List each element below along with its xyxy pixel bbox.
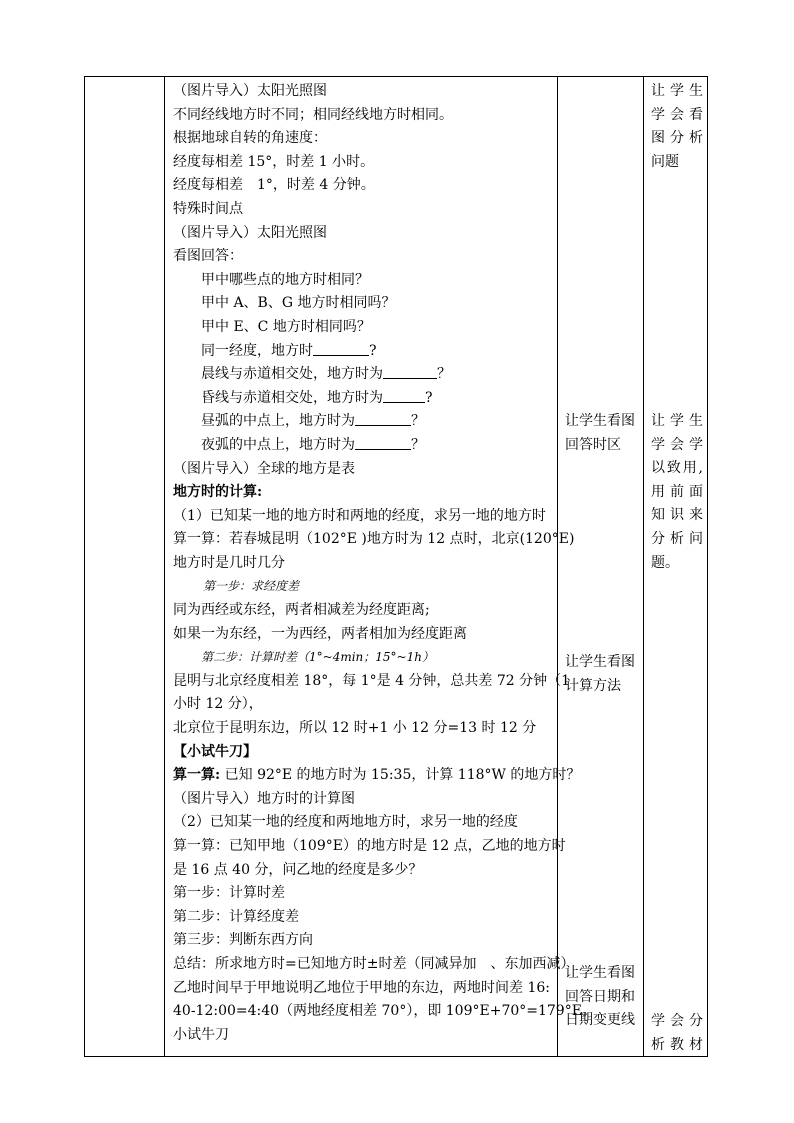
- column-divider: [164, 77, 165, 1056]
- text-line: 第三步：判断东西方向: [173, 932, 313, 949]
- lesson-table: [84, 76, 708, 1057]
- fill-question: 昏线与赤道相交处，地方时为 ?: [201, 389, 433, 406]
- intent-text: 知识来: [651, 507, 703, 524]
- column-divider: [643, 77, 644, 1056]
- text-line: 算一算：已知甲地（109°E）的地方时是 12 点，乙地的地方时: [173, 838, 566, 854]
- text-line: 40-12:00=4:40（两地经度相差 70°），即 109°E+70°=179°E。: [173, 1003, 596, 1020]
- text-line: （图片导入）地方时的计算图: [173, 790, 355, 807]
- fill-question: 夜弧的中点上，地方时为 ？: [201, 436, 425, 453]
- text-line: （2）已知某一地的经度和两地地方时，求另一地的经度: [173, 814, 518, 831]
- intent-text: 问题: [651, 153, 679, 170]
- intent-text: 学会分: [651, 1013, 703, 1029]
- design-intent: [651, 410, 703, 575]
- design-intent: [651, 1010, 703, 1057]
- activity-text: 日期变更线: [565, 1012, 635, 1029]
- text-line: 昆明与北京经度相差 18°，每 1°是 4 分钟，总共差 72 分钟（1: [173, 672, 571, 689]
- design-intent: [651, 80, 703, 174]
- text-line: 第二步：计算经度差: [173, 908, 299, 925]
- text-line: 看图回答：: [173, 248, 243, 265]
- text-line: 特殊时间点: [173, 200, 243, 217]
- step-label: 第一步：求经度差: [203, 579, 300, 594]
- fill-question: 同一经度，地方时 ?: [201, 342, 377, 359]
- intent-text: 让学生: [651, 83, 703, 99]
- section-heading: 地方时的计算:: [173, 484, 263, 501]
- question: 甲中哪些点的地方时相同？: [201, 271, 369, 288]
- text-line: 算一算: 已知 92°E 的地方时为 15:35，计算 118°W 的地方时？: [173, 767, 581, 784]
- activity-text: 让学生看图: [565, 413, 635, 429]
- student-activity: [565, 410, 641, 457]
- text-line: 根据地球自转的角速度：: [173, 130, 327, 147]
- student-activity: [565, 962, 641, 1033]
- intent-text: 让学生: [651, 413, 703, 429]
- intent-text: 析教材: [651, 1036, 703, 1053]
- answer-blank: [355, 435, 411, 450]
- text-line: 如果一为东经，一为西经，两者相加为经度距离: [173, 625, 467, 642]
- text-line: 地方时是几时几分: [173, 554, 285, 571]
- text-line: 总结：所求地方时=已知地方时±时差（同减异加 、东加西减）: [173, 955, 575, 972]
- intent-text: 分析问: [651, 530, 703, 547]
- intent-text: 用前面: [651, 483, 703, 500]
- step-label: 第二步：计算时差（1°~4min；15°~1h）: [201, 650, 434, 665]
- question: 甲中 E、C 地方时相同吗？: [201, 318, 371, 335]
- fill-question: 昼弧的中点上，地方时为 ？: [201, 413, 425, 430]
- intent-text: 题。: [651, 554, 679, 571]
- text-line: 不同经线地方时不同；相同经线地方时相同。: [173, 106, 453, 123]
- text-line: 第一步：计算时差: [173, 885, 285, 902]
- text-line: （图片导入）太阳光照图: [173, 224, 327, 241]
- activity-text: 回答日期和: [565, 988, 635, 1005]
- fill-question: 晨线与赤道相交处，地方时为 ？: [201, 366, 451, 383]
- text-line: 经度每相差 15°，时差 1 小时。: [173, 153, 375, 170]
- text-line: 乙地时间早于甲地说明乙地位于甲地的东边，两地时间差 16:: [173, 979, 550, 996]
- activity-text: 计算方法: [565, 677, 621, 694]
- text-line: （图片导入）全球的地方是表: [173, 460, 355, 477]
- student-activity: [565, 651, 641, 698]
- text-line: （图片导入）太阳光照图: [173, 83, 327, 99]
- text-line: 经度每相差 1°，时差 4 分钟。: [173, 177, 375, 194]
- text-line: 北京位于昆明东边，所以 12 时+1 小 12 分=13 时 12 分: [173, 720, 537, 737]
- activity-text: 让学生看图: [565, 654, 635, 670]
- intent-text: 图分析: [651, 130, 703, 147]
- text-line: 是 16 点 40 分，问乙地的经度是多少？: [173, 861, 423, 878]
- try-title: 【小试牛刀】: [173, 743, 257, 760]
- question: 甲中 A、B、G 地方时相同吗？: [201, 295, 396, 312]
- intent-text: 学会看: [651, 106, 703, 123]
- answer-blank: [383, 388, 425, 403]
- activity-text: 让学生看图: [565, 965, 635, 981]
- try-label: 算一算:: [173, 767, 221, 784]
- text-line: 同为西经或东经，两者相减差为经度距离;: [173, 602, 430, 619]
- text-line: 小试牛刀: [173, 1026, 229, 1043]
- intent-text: 学会学: [651, 436, 703, 453]
- answer-blank: [313, 341, 369, 356]
- text-line: 小时 12 分），: [173, 696, 263, 713]
- text-line: 算一算：若春城昆明（102°E )地方时为 12 点时，北京(120°E): [173, 531, 575, 548]
- text-line: （1）已知某一地的地方时和两地的经度，求另一地的地方时: [173, 507, 546, 524]
- answer-blank: [383, 364, 437, 379]
- activity-text: 回答时区: [565, 436, 621, 453]
- intent-text: 以致用,: [651, 460, 703, 477]
- answer-blank: [355, 411, 411, 426]
